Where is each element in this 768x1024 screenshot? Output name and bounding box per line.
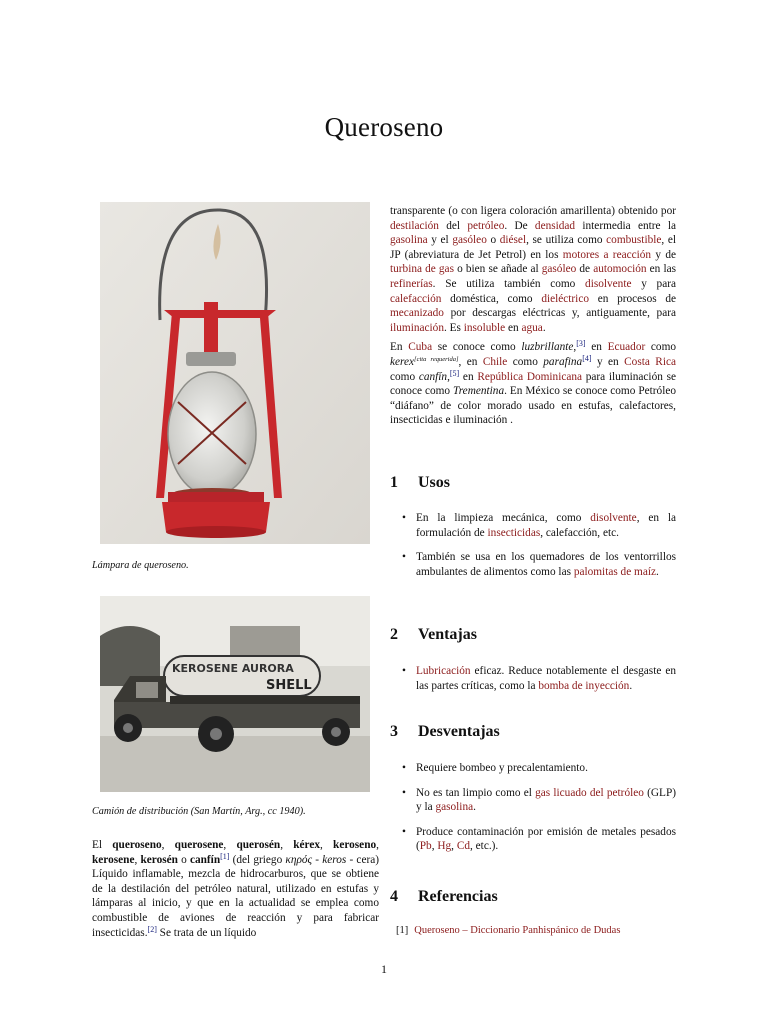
link-bomba-inyeccion[interactable]: bomba de inyección [538, 679, 630, 692]
citation-needed: [cita requerida] [414, 355, 459, 363]
truck-sign-text: KEROSENE AURORA [172, 662, 294, 675]
link-dielectrico[interactable]: dieléctrico [541, 292, 589, 305]
truck-caption: Camión de distribución (San Martín, Arg., cc 1940). [92, 806, 306, 817]
link-gasolina[interactable]: gasolina [390, 234, 428, 247]
link-gasoleo-2[interactable]: gasóleo [541, 263, 577, 276]
citation-link-2[interactable]: [2] [147, 924, 157, 934]
link-cuba[interactable]: Cuba [408, 341, 433, 354]
link-agua[interactable]: agua [521, 321, 543, 334]
regional-names-paragraph: En Cuba se conoce como luzbrillante,[3] en Ecuador como kerex[cita requerida], en Chile como parafina[4] y en Costa Rica como canfín,[5] en República Dominicana para iluminación se conoce como Trementina. En México se conoce como Petróleo “diáfano” de color morado usado en estufas, calefactores, insecticidas e iluminación . [390, 339, 677, 427]
section-heading-ventajas: 2 Ventajas [390, 626, 477, 643]
link-palomitas-maiz[interactable]: palomitas de maíz [573, 565, 657, 578]
truck-image [100, 596, 370, 792]
link-destilacion[interactable]: destilación [390, 219, 439, 232]
reference-link-1[interactable]: Queroseno – Diccionario Panhispánico de Dudas [414, 925, 621, 936]
list-item: • En la limpieza mecánica, como disolvente, en la formulación de insecticidas, calefacción, etc. [402, 512, 676, 539]
link-petroleo[interactable]: petróleo [467, 219, 505, 232]
usos-list [400, 511, 676, 589]
link-disolvente-2[interactable]: disolvente [590, 512, 637, 524]
lamp-caption: Lámpara de queroseno. [92, 560, 189, 571]
citation-link-4[interactable]: [4] [582, 353, 592, 363]
list-item: • Requiere bombeo y precalentamiento. [402, 762, 588, 774]
link-insecticidas[interactable]: insecticidas [487, 526, 541, 539]
link-refinerias[interactable]: refinerías [390, 277, 433, 290]
citation-link-5[interactable]: [5] [449, 368, 460, 378]
link-calefaccion[interactable]: calefacción [390, 292, 442, 305]
link-turbina-gas[interactable]: turbina de gas [390, 263, 454, 276]
link-combustible[interactable]: combustible [606, 234, 662, 247]
ventajas-list [400, 664, 676, 703]
link-insoluble[interactable]: insoluble [463, 321, 506, 334]
link-glp[interactable]: gas licuado del petróleo [535, 786, 644, 799]
link-iluminacion[interactable]: iluminación [390, 321, 444, 334]
link-gasolina-2[interactable]: gasolina [435, 801, 474, 814]
lamp-image [100, 202, 370, 544]
reference-item: [1] Queroseno – Diccionario Panhispánico de Dudas [396, 925, 621, 936]
link-pb[interactable]: Pb [419, 840, 432, 853]
link-densidad[interactable]: densidad [534, 219, 576, 232]
link-gasoleo[interactable]: gasóleo [452, 234, 487, 247]
link-automocion[interactable]: automoción [593, 263, 647, 276]
desventajas-list [400, 761, 676, 864]
link-disolvente[interactable]: disolvente [585, 277, 632, 290]
right-column [390, 204, 676, 433]
description-paragraph: transparente (o con ligera coloración amarillenta) obtenido por destilación del petróleo. De densidad intermedia entre la gasolina y el gasóleo o diésel, se utiliza como combustible, el JP (abreviatura de Jet Petrol) en los motores a reacción y de turbina de gas o bien se añade al gasóleo de automoción en las refinerías. Se utiliza también como disolvente y para calefacción doméstica, como dieléctrico en procesos de mecanizado por descargas eléctricas y, antiguamente, para iluminación. Es insoluble en agua. [390, 205, 676, 334]
section-heading-referencias: 4 Referencias [390, 888, 498, 905]
list-item: • Produce contaminación por emisión de metales pesados (Pb, Hg, Cd, etc.). [402, 825, 676, 853]
link-hg[interactable]: Hg [437, 840, 452, 853]
list-item: • No es tan limpio como el gas licuado del petróleo (GLP) y la gasolina. [402, 786, 676, 814]
link-costa-rica[interactable]: Costa Rica [624, 355, 677, 368]
link-motores-reaccion[interactable]: motores a reacción [562, 248, 652, 261]
section-heading-desventajas: 3 Desventajas [390, 723, 500, 740]
section-heading-usos: 1 Usos [390, 474, 451, 491]
link-diesel[interactable]: diésel [499, 234, 527, 247]
truck-brand-text: SHELL [266, 678, 312, 693]
page-number: 1 [381, 962, 387, 976]
citation-link-1[interactable]: [1] [220, 851, 230, 861]
list-item: • Lubricación eficaz. Reduce notablemente el desgaste en las partes críticas, como la bomba de inyección. [402, 665, 676, 692]
intro-paragraph: El queroseno, querosene, querosén, kérex, keroseno, kerosene, kerosén o canfín[1] (del griego κηρός - keros - cera) Líquido inflamable, mezcla de hidrocarburos, que se obtiene de la destilación del petróleo natural, utilizado en estufas y lámparas al inicio, y que en la actualidad se emplea como combustible de aviones de reacción y para fabricar insecticidas.[2] Se trata de un líquido [92, 839, 379, 939]
link-republica-dominicana[interactable]: República Dominicana [477, 370, 583, 383]
link-mecanizado[interactable]: mecanizado [390, 307, 444, 320]
list-item: • También se usa en los quemadores de los ventorrillos ambulantes de alimentos como las palomitas de maíz. [402, 551, 676, 578]
page-title: Queroseno [324, 112, 444, 142]
link-lubricacion[interactable]: Lubricación [416, 665, 471, 677]
link-ecuador[interactable]: Ecuador [607, 341, 646, 354]
link-cd[interactable]: Cd [456, 840, 471, 853]
citation-link-3[interactable]: [3] [576, 339, 586, 349]
link-chile[interactable]: Chile [482, 355, 508, 368]
